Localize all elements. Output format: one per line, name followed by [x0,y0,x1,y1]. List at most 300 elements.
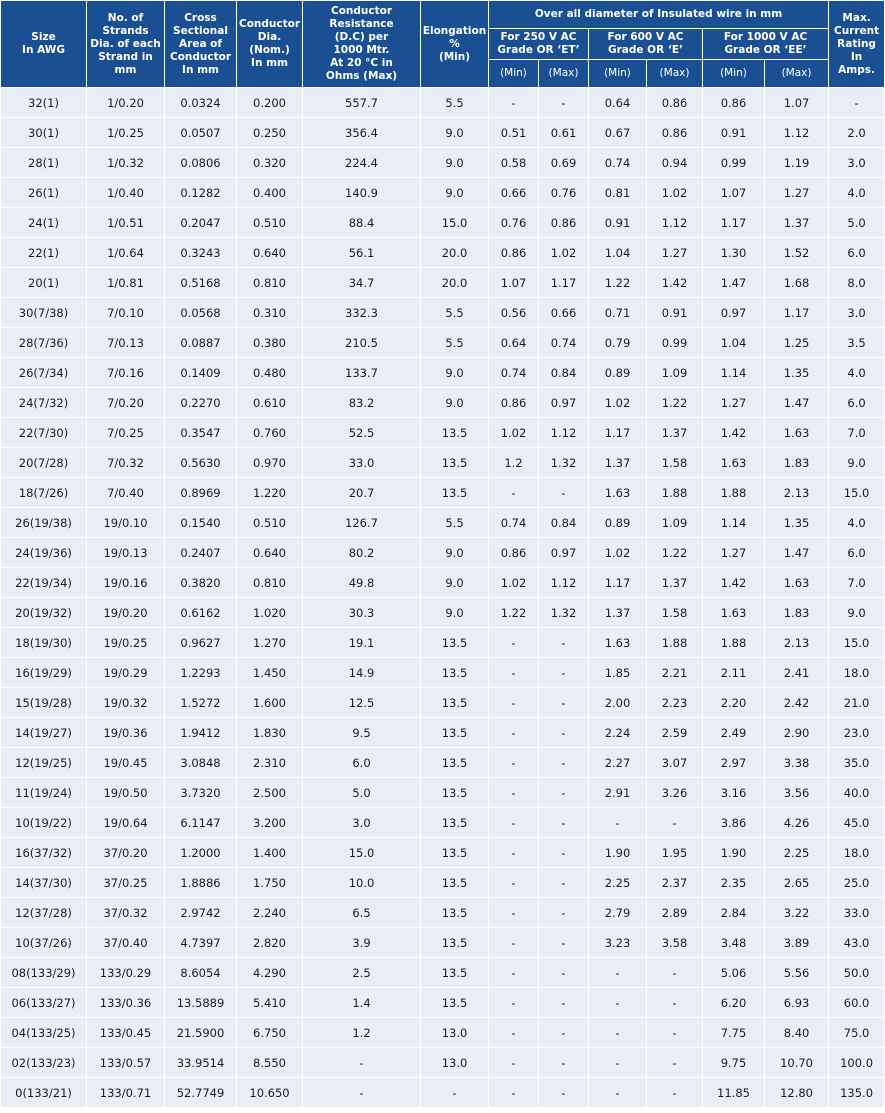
cell-size: 18(7/26) [1,478,87,508]
cell-elongation: 13.5 [421,748,489,778]
cell-elongation: 9.0 [421,388,489,418]
cell-od-1000-max: 2.42 [765,688,829,718]
cell-od-250-max: - [539,898,589,928]
cell-od-1000-max: 1.25 [765,328,829,358]
col-size-label: Size In AWG [22,31,65,56]
cell-od-600-max: 1.58 [647,448,703,478]
cell-strands: 7/0.16 [87,358,165,388]
table-row [1,988,885,1018]
cell-strands: 1/0.40 [87,178,165,208]
cell-od-250-max: - [539,988,589,1018]
table-row [1,328,885,358]
cell-od-250-min: - [489,1018,539,1048]
cell-od-250-max: - [539,778,589,808]
cell-area: 0.1540 [165,508,237,538]
cell-od-1000-min: 1.63 [703,598,765,628]
table-row [1,418,885,448]
cell-od-1000-max: 1.52 [765,238,829,268]
cell-current: 15.0 [829,628,885,658]
table-row [1,868,885,898]
cell-elongation: 13.5 [421,928,489,958]
cell-od-600-max: 2.59 [647,718,703,748]
cell-od-1000-min: 2.84 [703,898,765,928]
cell-od-250-min: - [489,928,539,958]
cell-od-1000-min: 2.97 [703,748,765,778]
cell-od-250-min: 1.02 [489,418,539,448]
cell-resistance: 20.7 [303,478,421,508]
cell-od-1000-min: 5.06 [703,958,765,988]
cell-od-600-min: 1.37 [589,448,647,478]
cell-resistance: 56.1 [303,238,421,268]
cell-size: 0(133/21) [1,1078,87,1108]
cell-size: 26(19/38) [1,508,87,538]
col-strands-header [87,1,165,88]
overall-diameter-header [489,1,829,29]
cell-dia: 0.640 [237,538,303,568]
cell-od-250-max: - [539,928,589,958]
table-row [1,568,885,598]
cell-od-1000-max: 5.56 [765,958,829,988]
cell-od-250-min: 1.02 [489,568,539,598]
cell-current: 3.0 [829,298,885,328]
cell-od-600-min: - [589,988,647,1018]
cell-strands: 37/0.40 [87,928,165,958]
cell-current: 60.0 [829,988,885,1018]
cell-resistance: - [303,1078,421,1108]
cell-dia: 0.510 [237,508,303,538]
table-row [1,1048,885,1078]
cell-od-1000-max: 2.13 [765,478,829,508]
cell-elongation: 13.0 [421,1018,489,1048]
cell-od-1000-max: 1.35 [765,358,829,388]
col-dia-label: Conductor Dia. (Nom.) In mm [238,18,301,69]
grade-250-label: For 250 V AC Grade OR ‘ET’ [497,31,580,56]
table-row [1,358,885,388]
table-row [1,88,885,118]
cell-od-600-min: 2.24 [589,718,647,748]
table-row [1,238,885,268]
cell-strands: 19/0.29 [87,658,165,688]
cell-od-600-min: 0.89 [589,508,647,538]
cell-resistance: 140.9 [303,178,421,208]
cell-elongation: 5.5 [421,88,489,118]
cell-od-1000-min: 2.35 [703,868,765,898]
cell-od-250-max: - [539,628,589,658]
cell-od-250-min: 1.22 [489,598,539,628]
table-row [1,928,885,958]
cell-od-1000-min: 2.20 [703,688,765,718]
col-dia-header [237,1,303,88]
cell-resistance: 33.0 [303,448,421,478]
cell-resistance: 12.5 [303,688,421,718]
table-row [1,448,885,478]
cell-dia: 1.830 [237,718,303,748]
cell-elongation: 13.5 [421,838,489,868]
cell-od-600-min: 1.04 [589,238,647,268]
cell-current: 4.0 [829,358,885,388]
cell-od-600-min: 2.25 [589,868,647,898]
cell-dia: 8.550 [237,1048,303,1078]
cell-dia: 1.450 [237,658,303,688]
table-row [1,658,885,688]
cell-strands: 1/0.81 [87,268,165,298]
cell-resistance: 1.4 [303,988,421,1018]
cell-current: 3.0 [829,148,885,178]
grade-250-max-header: (Max) [539,60,589,88]
cell-od-1000-min: 1.30 [703,238,765,268]
cell-resistance: 224.4 [303,148,421,178]
cell-od-250-min: - [489,868,539,898]
cell-od-600-min: 1.37 [589,598,647,628]
table-row [1,298,885,328]
cell-od-250-min: 0.86 [489,388,539,418]
cell-od-1000-max: 8.40 [765,1018,829,1048]
cell-od-600-max: 0.91 [647,298,703,328]
cell-current: 6.0 [829,388,885,418]
cell-od-1000-min: 1.42 [703,568,765,598]
cell-od-1000-min: 1.88 [703,478,765,508]
cell-current: 18.0 [829,658,885,688]
grade-600-min-header: (Min) [589,60,647,88]
cell-strands: 19/0.16 [87,568,165,598]
cell-area: 8.6054 [165,958,237,988]
table-row [1,148,885,178]
cell-strands: 1/0.32 [87,148,165,178]
cell-od-1000-max: 1.17 [765,298,829,328]
cell-elongation: 9.0 [421,148,489,178]
cell-od-1000-max: 1.83 [765,448,829,478]
cell-od-1000-min: 0.97 [703,298,765,328]
cell-od-600-min: 1.63 [589,628,647,658]
cell-od-600-max: 1.37 [647,568,703,598]
cell-dia: 2.310 [237,748,303,778]
cell-size: 26(1) [1,178,87,208]
cell-elongation: 13.5 [421,898,489,928]
cell-strands: 1/0.51 [87,208,165,238]
cell-current: 21.0 [829,688,885,718]
cell-strands: 133/0.57 [87,1048,165,1078]
cell-od-600-max: 3.07 [647,748,703,778]
cell-size: 28(7/36) [1,328,87,358]
cell-elongation: 5.5 [421,298,489,328]
cell-od-250-min: - [489,748,539,778]
cell-dia: 3.200 [237,808,303,838]
cell-od-250-max: 1.12 [539,568,589,598]
cell-strands: 19/0.64 [87,808,165,838]
cell-od-1000-max: 1.37 [765,208,829,238]
cell-od-250-min: - [489,778,539,808]
cell-strands: 7/0.20 [87,388,165,418]
cell-area: 6.1147 [165,808,237,838]
cell-resistance: 210.5 [303,328,421,358]
cell-od-250-min: 0.58 [489,148,539,178]
cell-area: 0.3820 [165,568,237,598]
cell-od-250-min: - [489,808,539,838]
cell-od-600-min: - [589,1078,647,1108]
cell-od-250-min: - [489,958,539,988]
table-row [1,178,885,208]
cell-elongation: 13.5 [421,718,489,748]
cell-od-250-min: 0.74 [489,508,539,538]
cell-od-250-min: - [489,1048,539,1078]
cell-area: 1.8886 [165,868,237,898]
cell-od-250-max: 1.02 [539,238,589,268]
cell-strands: 1/0.64 [87,238,165,268]
cell-dia: 1.750 [237,868,303,898]
cell-dia: 0.970 [237,448,303,478]
col-size-header [1,1,87,88]
overall-diameter-label: Over all diameter of Insulated wire in mm [534,8,783,20]
cell-od-250-max: 0.74 [539,328,589,358]
cell-resistance: 83.2 [303,388,421,418]
cell-od-250-max: - [539,838,589,868]
cell-od-600-max: 0.99 [647,328,703,358]
cell-od-600-max: 1.88 [647,478,703,508]
cell-od-600-min: - [589,1048,647,1078]
cell-dia: 0.760 [237,418,303,448]
cell-od-600-min: 0.91 [589,208,647,238]
cell-current: 6.0 [829,238,885,268]
cell-size: 24(1) [1,208,87,238]
cell-size: 08(133/29) [1,958,87,988]
cell-od-250-min: - [489,478,539,508]
cell-od-1000-max: 2.65 [765,868,829,898]
cell-od-1000-min: 1.07 [703,178,765,208]
cell-od-600-max: 1.37 [647,418,703,448]
cell-od-1000-min: 1.42 [703,418,765,448]
cell-strands: 1/0.20 [87,88,165,118]
cell-od-250-max: - [539,808,589,838]
cell-strands: 7/0.32 [87,448,165,478]
cell-strands: 133/0.36 [87,988,165,1018]
cell-elongation: 13.5 [421,448,489,478]
cell-od-600-min: - [589,1018,647,1048]
cell-size: 28(1) [1,148,87,178]
cell-size: 15(19/28) [1,688,87,718]
cell-od-250-min: - [489,688,539,718]
cell-od-600-min: 0.64 [589,88,647,118]
cell-od-600-min: 1.22 [589,268,647,298]
cell-area: 0.2270 [165,388,237,418]
grade-600-label: For 600 V AC Grade OR ‘E’ [607,31,684,56]
cell-od-250-max: 0.84 [539,358,589,388]
cell-size: 10(37/26) [1,928,87,958]
cell-od-600-max: 1.27 [647,238,703,268]
col-current-header [829,1,885,88]
cell-od-600-max: 2.89 [647,898,703,928]
grade-250-header [489,29,589,60]
cell-od-250-min: - [489,628,539,658]
cell-size: 26(7/34) [1,358,87,388]
cell-size: 30(1) [1,118,87,148]
cell-od-600-min: 1.17 [589,418,647,448]
cell-current: 45.0 [829,808,885,838]
cell-od-250-max: 1.12 [539,418,589,448]
cell-resistance: 30.3 [303,598,421,628]
cell-resistance: 2.5 [303,958,421,988]
cell-resistance: 6.0 [303,748,421,778]
cell-od-1000-min: 1.04 [703,328,765,358]
cell-od-1000-max: 1.12 [765,118,829,148]
cell-current: 2.0 [829,118,885,148]
cell-od-600-max: 1.02 [647,178,703,208]
cell-od-1000-max: 4.26 [765,808,829,838]
cell-resistance: 19.1 [303,628,421,658]
cell-current: 135.0 [829,1078,885,1108]
cell-current: 3.5 [829,328,885,358]
table-row [1,838,885,868]
cell-current: 75.0 [829,1018,885,1048]
cell-od-250-min: - [489,898,539,928]
cell-area: 0.1282 [165,178,237,208]
cell-area: 1.5272 [165,688,237,718]
cell-area: 0.6162 [165,598,237,628]
cell-od-250-max: - [539,718,589,748]
cell-resistance: 3.9 [303,928,421,958]
cell-dia: 0.320 [237,148,303,178]
cell-od-1000-max: 1.63 [765,568,829,598]
cell-strands: 19/0.45 [87,748,165,778]
cell-od-1000-max: 12.80 [765,1078,829,1108]
cell-size: 18(19/30) [1,628,87,658]
cell-dia: 0.310 [237,298,303,328]
table-row [1,208,885,238]
grade-1000-max-header: (Max) [765,60,829,88]
cell-elongation: 13.5 [421,778,489,808]
cell-area: 0.1409 [165,358,237,388]
cell-elongation: 13.5 [421,988,489,1018]
cell-od-600-max: - [647,808,703,838]
cell-size: 24(19/36) [1,538,87,568]
cell-dia: 0.250 [237,118,303,148]
table-row [1,538,885,568]
cell-od-250-min: 0.56 [489,298,539,328]
cell-current: 100.0 [829,1048,885,1078]
cell-area: 0.0324 [165,88,237,118]
col-elongation-header [421,1,489,88]
cell-resistance: 80.2 [303,538,421,568]
cell-od-1000-min: 9.75 [703,1048,765,1078]
cell-resistance: 1.2 [303,1018,421,1048]
cell-od-250-min: - [489,718,539,748]
col-elongation-label: Elongation % (Min) [422,24,487,63]
cell-elongation: 9.0 [421,598,489,628]
grade-250-min-header: (Min) [489,60,539,88]
cell-strands: 19/0.25 [87,628,165,658]
cell-od-1000-min: 3.86 [703,808,765,838]
cell-od-1000-max: 2.25 [765,838,829,868]
cell-size: 11(19/24) [1,778,87,808]
cell-dia: 1.400 [237,838,303,868]
table-row [1,508,885,538]
cell-elongation: 13.5 [421,628,489,658]
cell-current: 4.0 [829,178,885,208]
cell-size: 30(7/38) [1,298,87,328]
cell-current: 23.0 [829,718,885,748]
cell-od-1000-min: 6.20 [703,988,765,1018]
cell-size: 04(133/25) [1,1018,87,1048]
cell-od-250-min: 0.51 [489,118,539,148]
cell-od-1000-min: 0.91 [703,118,765,148]
cell-current: 50.0 [829,958,885,988]
cell-dia: 1.220 [237,478,303,508]
cell-area: 1.2000 [165,838,237,868]
table-row [1,718,885,748]
cell-current: 18.0 [829,838,885,868]
table-body [1,88,885,1108]
cell-dia: 2.500 [237,778,303,808]
cell-area: 1.2293 [165,658,237,688]
cell-od-250-max: - [539,658,589,688]
cell-od-1000-max: 1.27 [765,178,829,208]
cell-elongation: 13.5 [421,658,489,688]
cell-strands: 133/0.29 [87,958,165,988]
cell-elongation: 13.5 [421,418,489,448]
cell-current: 7.0 [829,418,885,448]
cell-current: 33.0 [829,898,885,928]
cell-od-600-min: 0.67 [589,118,647,148]
table-row [1,118,885,148]
cell-area: 52.7749 [165,1078,237,1108]
cell-elongation: 13.0 [421,1048,489,1078]
cell-od-250-max: 1.32 [539,448,589,478]
cell-dia: 1.600 [237,688,303,718]
cell-elongation: 13.5 [421,958,489,988]
cell-od-600-max: - [647,1018,703,1048]
grade-600-header [589,29,703,60]
cell-strands: 7/0.25 [87,418,165,448]
cell-area: 4.7397 [165,928,237,958]
cell-od-250-max: 0.69 [539,148,589,178]
cell-elongation: - [421,1078,489,1108]
table-row [1,808,885,838]
cell-size: 22(7/30) [1,418,87,448]
cell-od-600-max: 2.23 [647,688,703,718]
cell-od-1000-min: 1.14 [703,358,765,388]
cell-dia: 1.020 [237,598,303,628]
cell-od-600-min: 1.85 [589,658,647,688]
cell-od-250-min: 1.07 [489,268,539,298]
cell-area: 33.9514 [165,1048,237,1078]
cell-od-600-max: 0.86 [647,118,703,148]
cell-od-250-max: - [539,1018,589,1048]
cell-area: 0.0806 [165,148,237,178]
cell-area: 0.0507 [165,118,237,148]
cell-size: 16(37/32) [1,838,87,868]
cell-dia: 2.240 [237,898,303,928]
cell-area: 0.3547 [165,418,237,448]
cell-od-600-max: 1.12 [647,208,703,238]
cell-elongation: 9.0 [421,568,489,598]
cell-od-600-min: 1.02 [589,538,647,568]
cell-size: 06(133/27) [1,988,87,1018]
cell-size: 02(133/23) [1,1048,87,1078]
cell-od-250-min: 0.76 [489,208,539,238]
cell-current: 7.0 [829,568,885,598]
cell-od-600-min: 0.79 [589,328,647,358]
cell-elongation: 20.0 [421,268,489,298]
cell-elongation: 13.5 [421,808,489,838]
cell-od-1000-min: 1.17 [703,208,765,238]
cell-size: 22(1) [1,238,87,268]
cell-od-600-min: 2.79 [589,898,647,928]
cell-size: 12(19/25) [1,748,87,778]
cell-od-1000-max: 3.22 [765,898,829,928]
cell-strands: 7/0.10 [87,298,165,328]
cell-current: 9.0 [829,448,885,478]
cell-od-1000-min: 1.14 [703,508,765,538]
cell-resistance: 133.7 [303,358,421,388]
